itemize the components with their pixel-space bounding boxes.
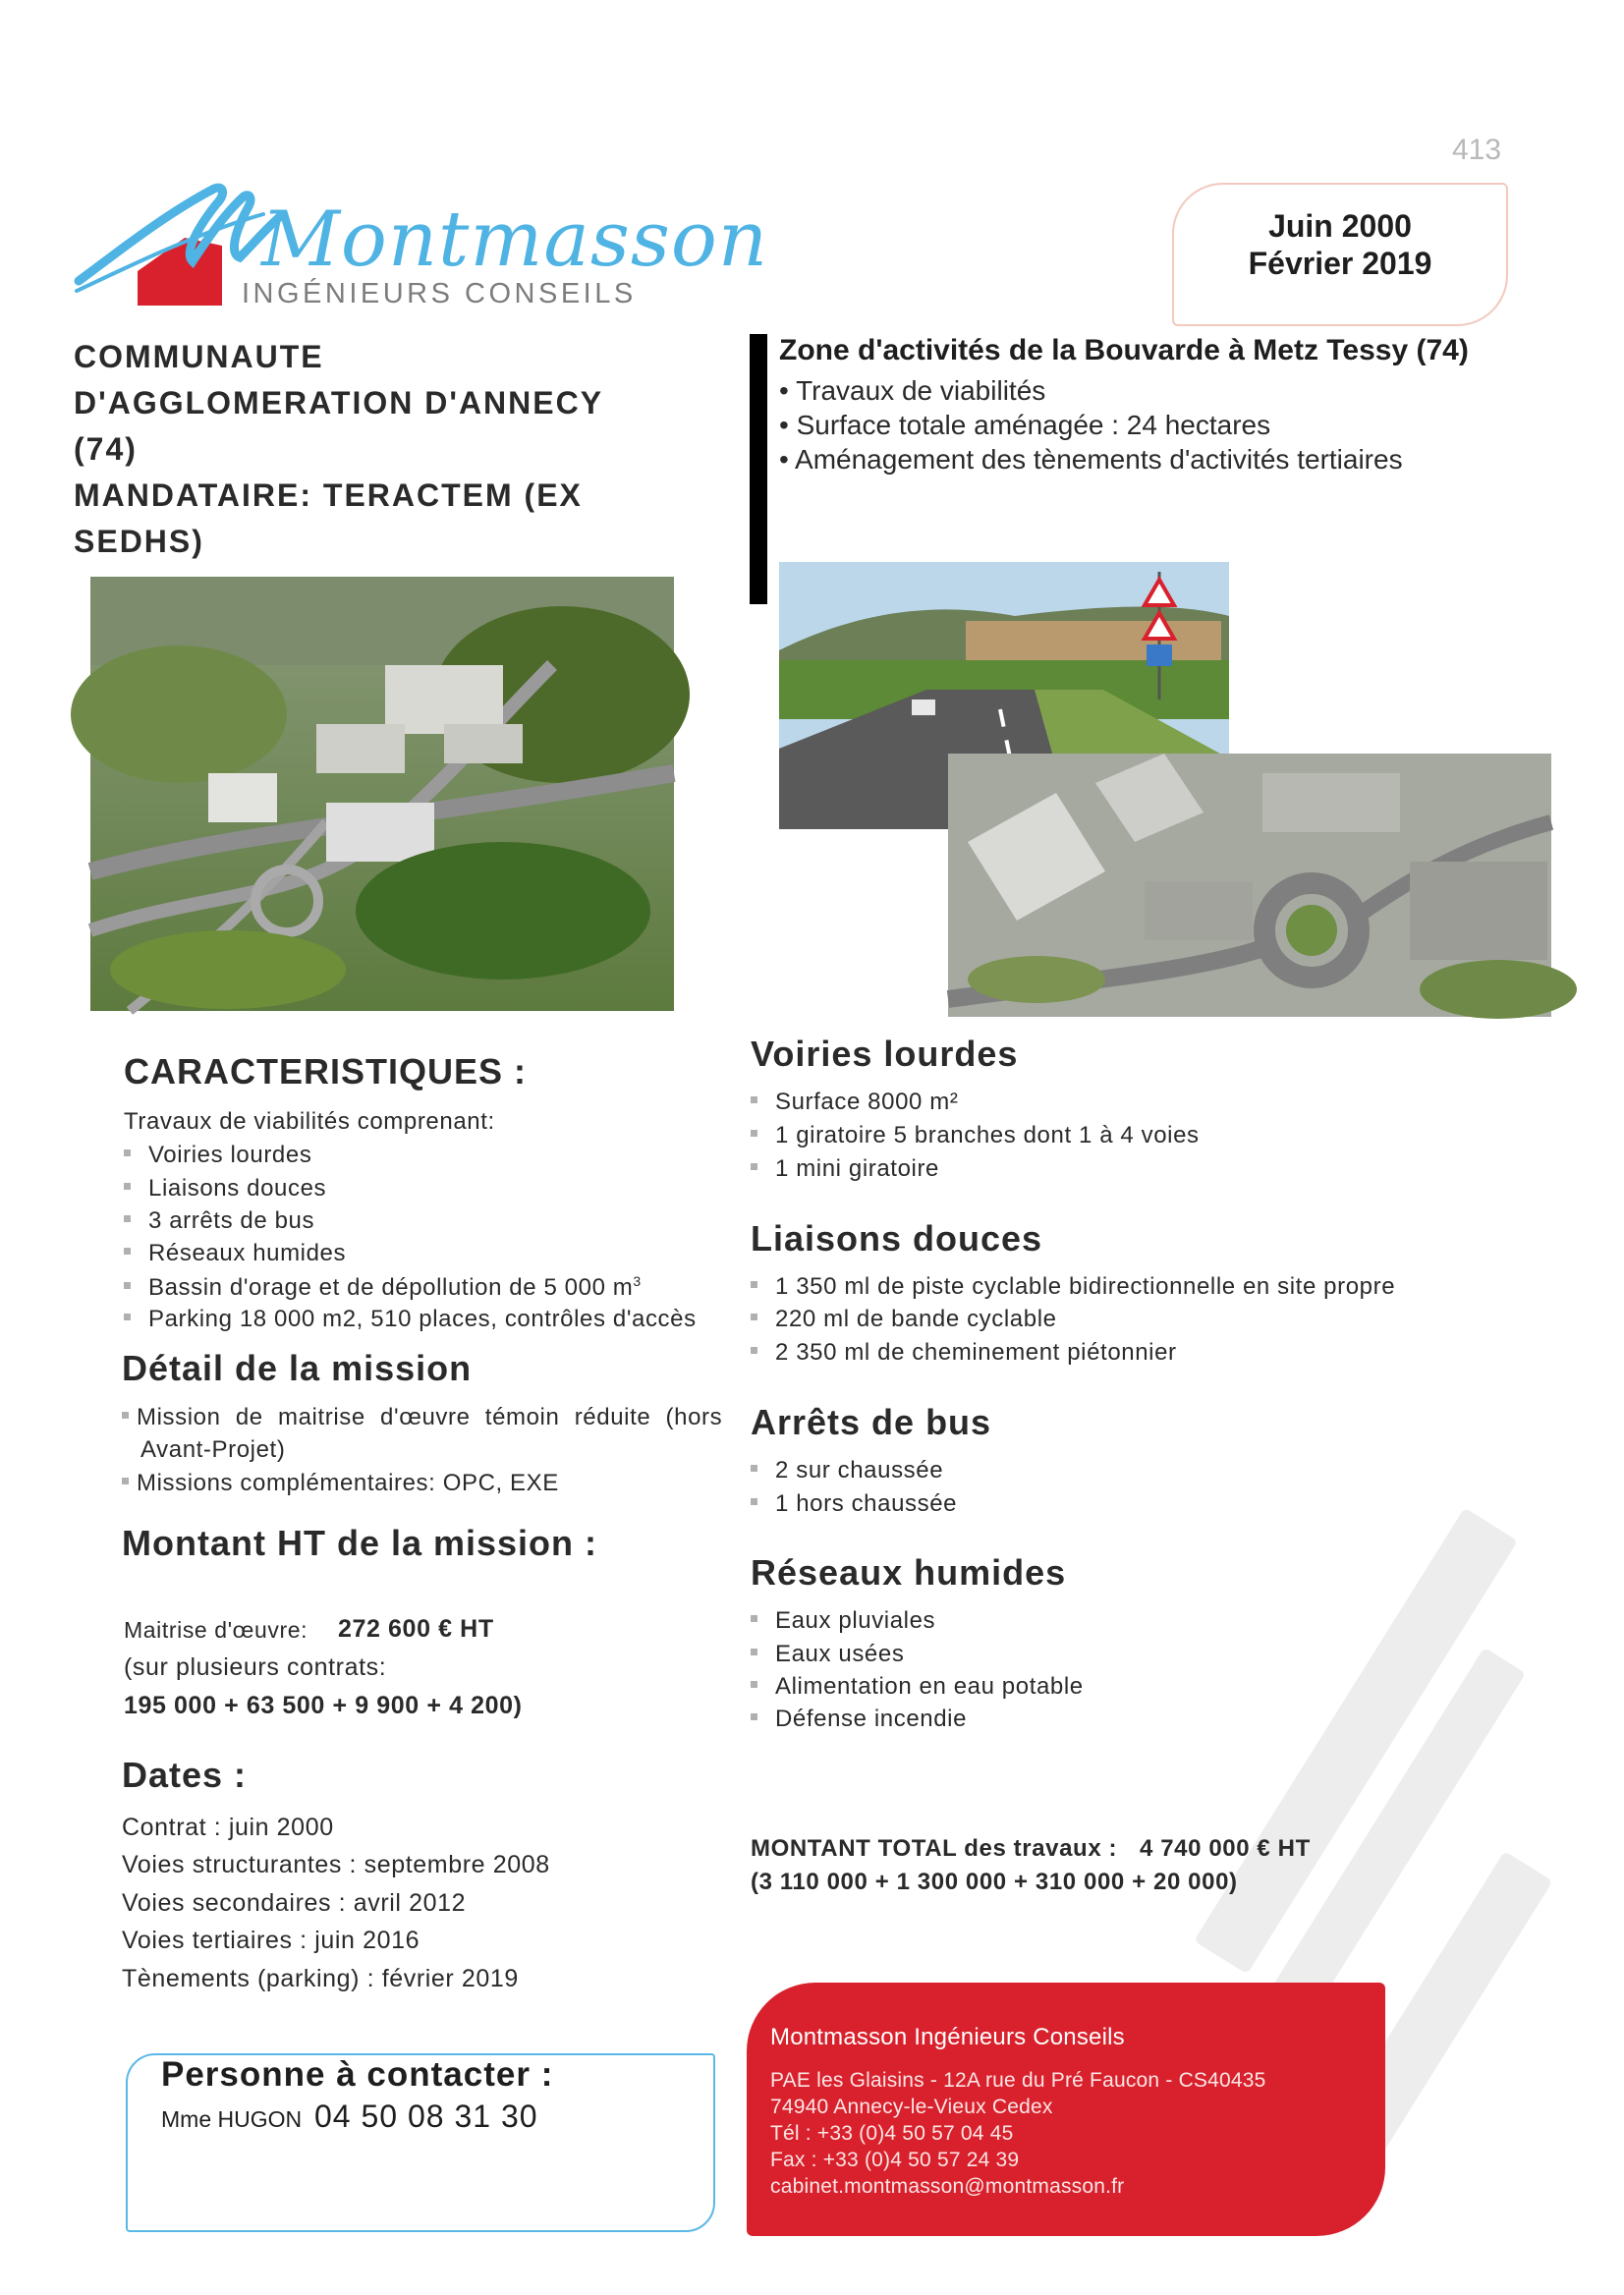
project-bullet: • Aménagement des tènements d'activités tertiaires: [779, 444, 1403, 475]
client-line: D'AGGLOMERATION D'ANNECY: [74, 385, 604, 420]
total-value: 4 740 000 € HT: [1140, 1835, 1311, 1862]
list-item: [751, 1607, 935, 1635]
bullet-square-icon: [122, 1412, 129, 1419]
list-item-text: Surface 8000 m²: [775, 1089, 959, 1115]
bullet-square-icon: [751, 1713, 757, 1720]
logo-subtitle: INGÉNIEURS CONSEILS: [242, 278, 637, 309]
bullet-square-icon: [751, 1615, 757, 1622]
caracteristiques-heading: CARACTERISTIQUES :: [124, 1051, 528, 1092]
montant-breakdown: 195 000 + 63 500 + 9 900 + 4 200): [124, 1692, 523, 1719]
bullet-square-icon: [124, 1215, 131, 1222]
client-line: SEDHS): [74, 524, 204, 559]
project-bullet: • Surface totale aménagée : 24 hectares: [779, 410, 1271, 440]
date-item: Voies structurantes : septembre 2008: [122, 1851, 550, 1878]
bullet-square-icon: [124, 1183, 131, 1190]
client-header: [74, 334, 683, 565]
bullet-square-icon: [124, 1314, 131, 1320]
bullet-square-icon: [122, 1478, 129, 1484]
contact-heading: Personne à contacter :: [161, 2055, 554, 2094]
mission-heading: Détail de la mission: [122, 1348, 473, 1388]
bullet-square-icon: [751, 1314, 757, 1320]
contact-box: [126, 2053, 715, 2232]
list-item-text: Parking 18 000 m2, 510 places, contrôles d'accès: [148, 1306, 697, 1332]
date-item: Contrat : juin 2000: [122, 1814, 334, 1841]
list-item-text: Défense incendie: [775, 1706, 968, 1732]
list-item-text: Voiries lourdes: [148, 1142, 312, 1168]
list-item-text: 3 arrêts de bus: [148, 1207, 315, 1234]
project-accent-bar: [750, 334, 767, 604]
date-start: Juin 2000: [1268, 208, 1412, 244]
reseaux-heading: Réseaux humides: [751, 1552, 1067, 1593]
project-bullet: • Travaux de viabilités: [779, 375, 1046, 406]
list-item: [751, 1457, 943, 1484]
footer-company: Montmasson Ingénieurs Conseils: [770, 2024, 1125, 2050]
bullet-square-icon: [124, 1248, 131, 1255]
list-item-text: 1 hors chaussée: [775, 1490, 958, 1517]
list-item: [751, 1089, 958, 1116]
list-item-text: Mission de maitrise d'œuvre témoin réduite (hors: [137, 1404, 723, 1430]
arrets-heading: Arrêts de bus: [751, 1402, 992, 1442]
logo-wordmark: Montmasson: [261, 196, 769, 284]
list-item: [124, 1240, 346, 1267]
list-item-text: Eaux usées: [775, 1641, 905, 1667]
page-number: 413: [1452, 134, 1502, 166]
bullet-square-icon: [751, 1465, 757, 1472]
bullet-square-icon: [124, 1282, 131, 1289]
bullet-square-icon: [751, 1281, 757, 1288]
list-item: [751, 1155, 939, 1183]
bullet-square-icon: [751, 1130, 757, 1137]
footer-email-link[interactable]: cabinet.montmasson@montmasson.fr: [770, 2175, 1125, 2198]
montant-label: Maitrise d'œuvre:: [124, 1617, 308, 1643]
list-item: [124, 1142, 311, 1169]
aerial-photo: [90, 577, 674, 1011]
list-item-text: Missions complémentaires: OPC, EXE: [137, 1470, 559, 1496]
list-item-text: 2 350 ml de cheminement piétonnier: [775, 1339, 1177, 1366]
footer-address: PAE les Glaisins - 12A rue du Pré Faucon - CS40435: [770, 2069, 1266, 2092]
footer-contact-block: [747, 1983, 1385, 2236]
list-item-text: 1 giratoire 5 branches dont 1 à 4 voies: [775, 1122, 1200, 1148]
voiries-heading: Voiries lourdes: [751, 1034, 1019, 1074]
list-item: [751, 1339, 1177, 1367]
footer-address: 74940 Annecy-le-Vieux Cedex: [770, 2096, 1053, 2118]
contact-name: Mme HUGON: [161, 2106, 303, 2132]
bullet-square-icon: [751, 1649, 757, 1655]
bullet-square-icon: [751, 1347, 757, 1354]
list-item-text: 220 ml de bande cyclable: [775, 1306, 1057, 1332]
date-end: Février 2019: [1248, 246, 1432, 281]
list-item-text: 2 sur chaussée: [775, 1457, 944, 1483]
caracteristiques-intro: Travaux de viabilités comprenant:: [124, 1108, 495, 1135]
list-item: [124, 1273, 642, 1302]
list-item: [751, 1273, 1395, 1301]
date-item: Tènements (parking) : février 2019: [122, 1965, 519, 1992]
list-item-text: Réseaux humides: [148, 1240, 347, 1266]
superscript: 3: [633, 1273, 642, 1289]
list-item-text: Bassin d'orage et de dépollution de 5 000 m: [148, 1274, 634, 1301]
list-item: [751, 1673, 1084, 1701]
list-item: [751, 1306, 1057, 1333]
roundabout-photo: [948, 754, 1551, 1017]
list-item: [124, 1207, 314, 1235]
date-item: Voies tertiaires : juin 2016: [122, 1927, 420, 1954]
montant-note: (sur plusieurs contrats:: [124, 1653, 387, 1681]
bullet-square-icon: [751, 1681, 757, 1688]
list-item: [124, 1306, 697, 1333]
bullet-square-icon: [751, 1096, 757, 1103]
list-item: [751, 1122, 1200, 1149]
project-title: Zone d'activités de la Bouvarde à Metz Tessy (74): [779, 334, 1469, 366]
client-line: (74): [74, 431, 138, 467]
client-line: COMMUNAUTE: [74, 339, 324, 374]
total-label: MONTANT TOTAL des travaux :: [751, 1835, 1118, 1862]
list-item: [122, 1470, 559, 1497]
list-item-text: Liaisons douces: [148, 1175, 327, 1202]
list-item-text: 1 350 ml de piste cyclable bidirectionnelle en site propre: [775, 1273, 1396, 1300]
dates-heading: Dates :: [122, 1755, 248, 1795]
bullet-square-icon: [751, 1163, 757, 1170]
list-item-text: Eaux pluviales: [775, 1607, 936, 1634]
client-line: MANDATAIRE: TERACTEM (EX: [74, 477, 583, 513]
list-item-continuation: Avant-Projet): [140, 1436, 286, 1463]
bullet-square-icon: [751, 1498, 757, 1505]
list-item: [751, 1706, 967, 1733]
date-box: [1172, 183, 1508, 326]
footer-fax: Fax : +33 (0)4 50 57 24 39: [770, 2149, 1020, 2171]
list-item-text: 1 mini giratoire: [775, 1155, 939, 1182]
contact-phone[interactable]: 04 50 08 31 30: [314, 2099, 538, 2134]
montant-value: 272 600 € HT: [338, 1615, 494, 1643]
list-item: [751, 1641, 904, 1668]
montant-heading: Montant HT de la mission :: [122, 1523, 598, 1563]
bullet-square-icon: [124, 1149, 131, 1156]
total-breakdown: (3 110 000 + 1 300 000 + 310 000 + 20 000): [751, 1869, 1238, 1895]
liaisons-heading: Liaisons douces: [751, 1218, 1043, 1259]
date-item: Voies secondaires : avril 2012: [122, 1889, 467, 1917]
list-item: [124, 1175, 326, 1203]
list-item: [751, 1490, 957, 1518]
footer-tel[interactable]: Tél : +33 (0)4 50 57 04 45: [770, 2122, 1014, 2145]
list-item: [122, 1404, 722, 1431]
list-item-text: Alimentation en eau potable: [775, 1673, 1084, 1700]
